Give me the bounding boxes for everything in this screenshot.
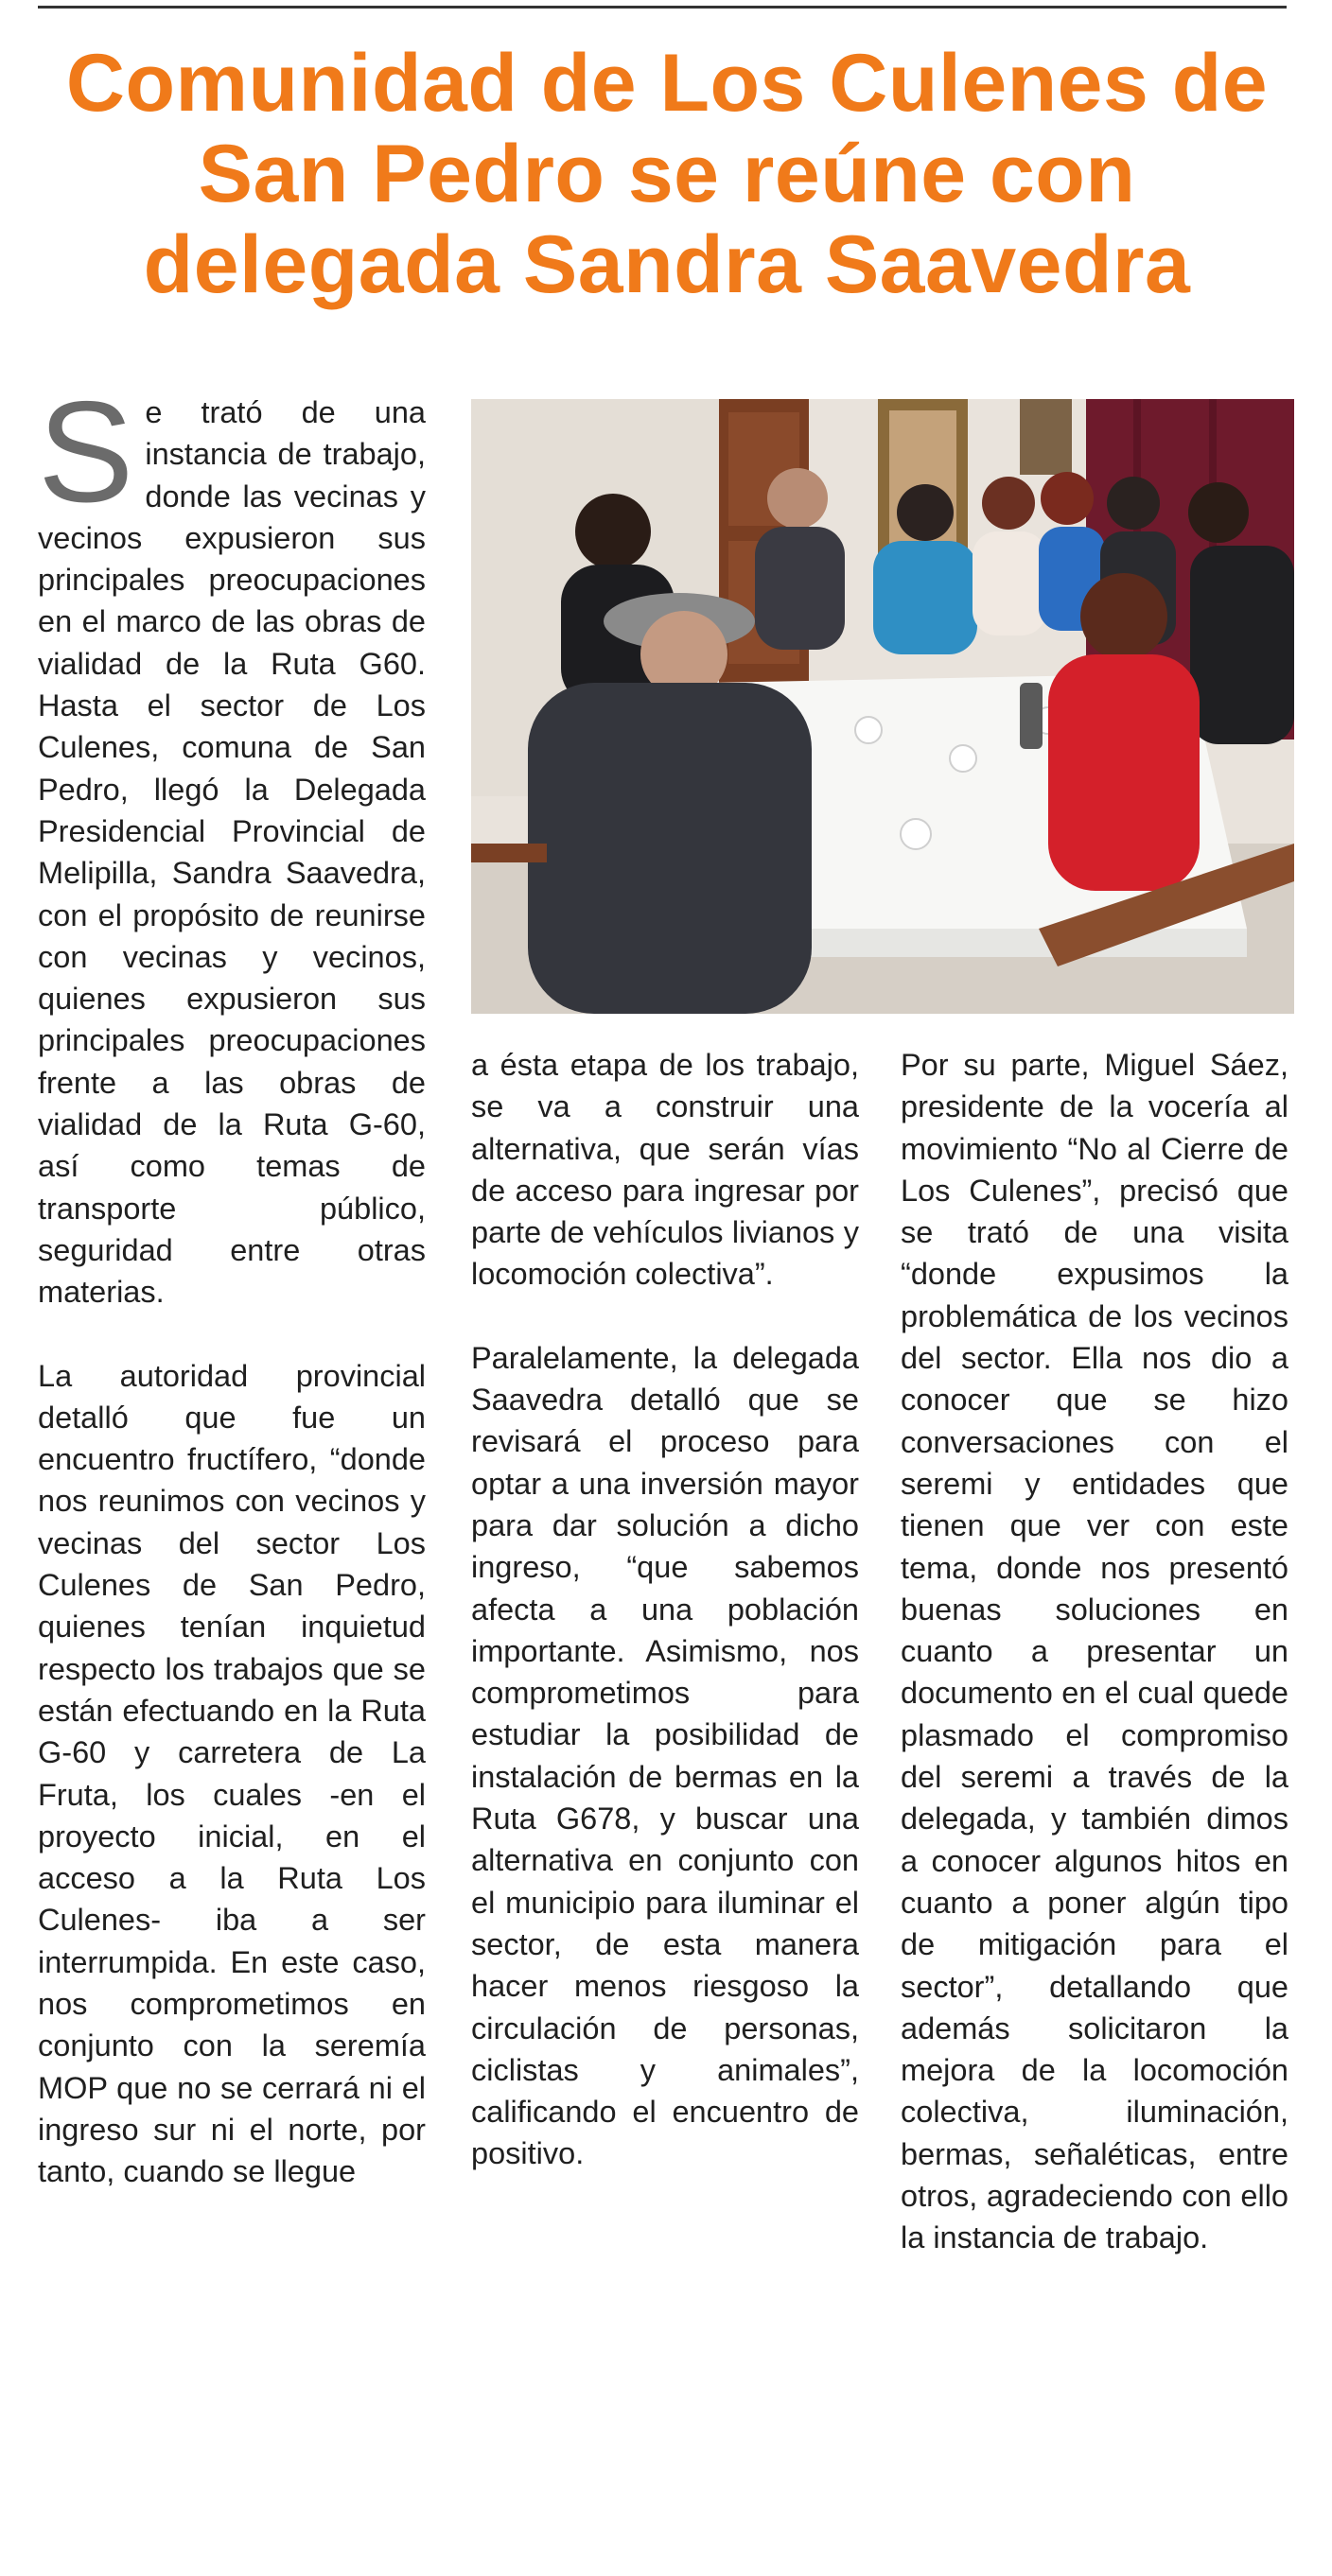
article-column-3: [901, 1044, 1288, 2259]
article-column-1: [38, 372, 426, 2192]
meeting-photo-illustration: [471, 399, 1294, 1014]
paragraph: Paralelamente, la delegada Saavedra detalló que se revisará el proceso para optar a una inversión mayor para dar solución a dicho ingreso, “que sabemos afecta a una población importante. Asimismo, nos comprometimos para estudiar la posibilidad de instalación de bermas en la Ruta G678, y buscar una alternativa en conjunto con el municipio para iluminar el sector, de esta manera hacer menos riesgoso la circulación de personas, ciclistas y animales”, calificando el encuentro de positivo.: [471, 1340, 859, 2171]
meeting-photo: [471, 399, 1294, 1014]
top-rule: [38, 6, 1287, 9]
paragraph-text: e trató de una instancia de trabajo, donde las vecinas y vecinos expusieron sus principales preocupaciones en el marco de las obras de vialidad de la Ruta G60. Hasta el sector de Los Culenes, comuna de San Pedro, llegó la Delegada Presidencial Provincial de Melipilla, Sandra Saavedra, con el propósito de reunirse con vecinas y vecinos, quienes expusieron sus principales preocupaciones frente a las obras de vialidad de la Ruta G-60, así como temas de transporte público, seguridad entre otras materias.: [38, 395, 426, 1310]
headline: Comunidad de Los Culenes de San Pedro se reúne con delegada Sandra Saavedra: [65, 38, 1269, 310]
paragraph: Por su parte, Miguel Sáez, presidente de la vocería al movimiento “No al Cierre de Los Culenes”, precisó que se trató de una visita “donde expusimos la problemática de los vecinos del sector. Ella nos dio a conocer que se hizo conversaciones con el seremi y entidades que tienen que ver con este tema, donde nos presentó buenas soluciones en cuanto a presentar un documento en el cual quede plasmado el compromiso del seremi a través de la delegada, y también dimos a conocer algunos hitos en cuanto a poner algún tipo de mitigación para el sector”, detallando que además solicitaron la mejora de la locomoción colectiva, iluminación, bermas, señaléticas, entre otros, agradeciendo con ello la instancia de trabajo.: [901, 1048, 1288, 2255]
article-column-2: [471, 1044, 859, 2175]
paragraph: a ésta etapa de los trabajo, se va a construir una alternativa, que serán vías de acceso para ingresar por parte de vehículos livianos y locomoción colectiva”.: [471, 1048, 859, 1292]
paragraph: [38, 372, 426, 1314]
drop-cap: S: [38, 372, 134, 532]
paragraph: La autoridad provincial detalló que fue un encuentro fructífero, “donde nos reunimos con vecinos y vecinas del sector Los Culenes de San Pedro, quienes tenían inquietud respecto los trabajos que se están efectuando en la Ruta G-60 y carretera de La Fruta, los cuales -en el proyecto inicial, en el acceso a la Ruta Los Culenes- iba a ser interrumpida. En este caso, nos comprometimos en conjunto con la seremía MOP que no se cerrará ni el ingreso sur ni el norte, por tanto, cuando se llegue: [38, 1358, 426, 2189]
